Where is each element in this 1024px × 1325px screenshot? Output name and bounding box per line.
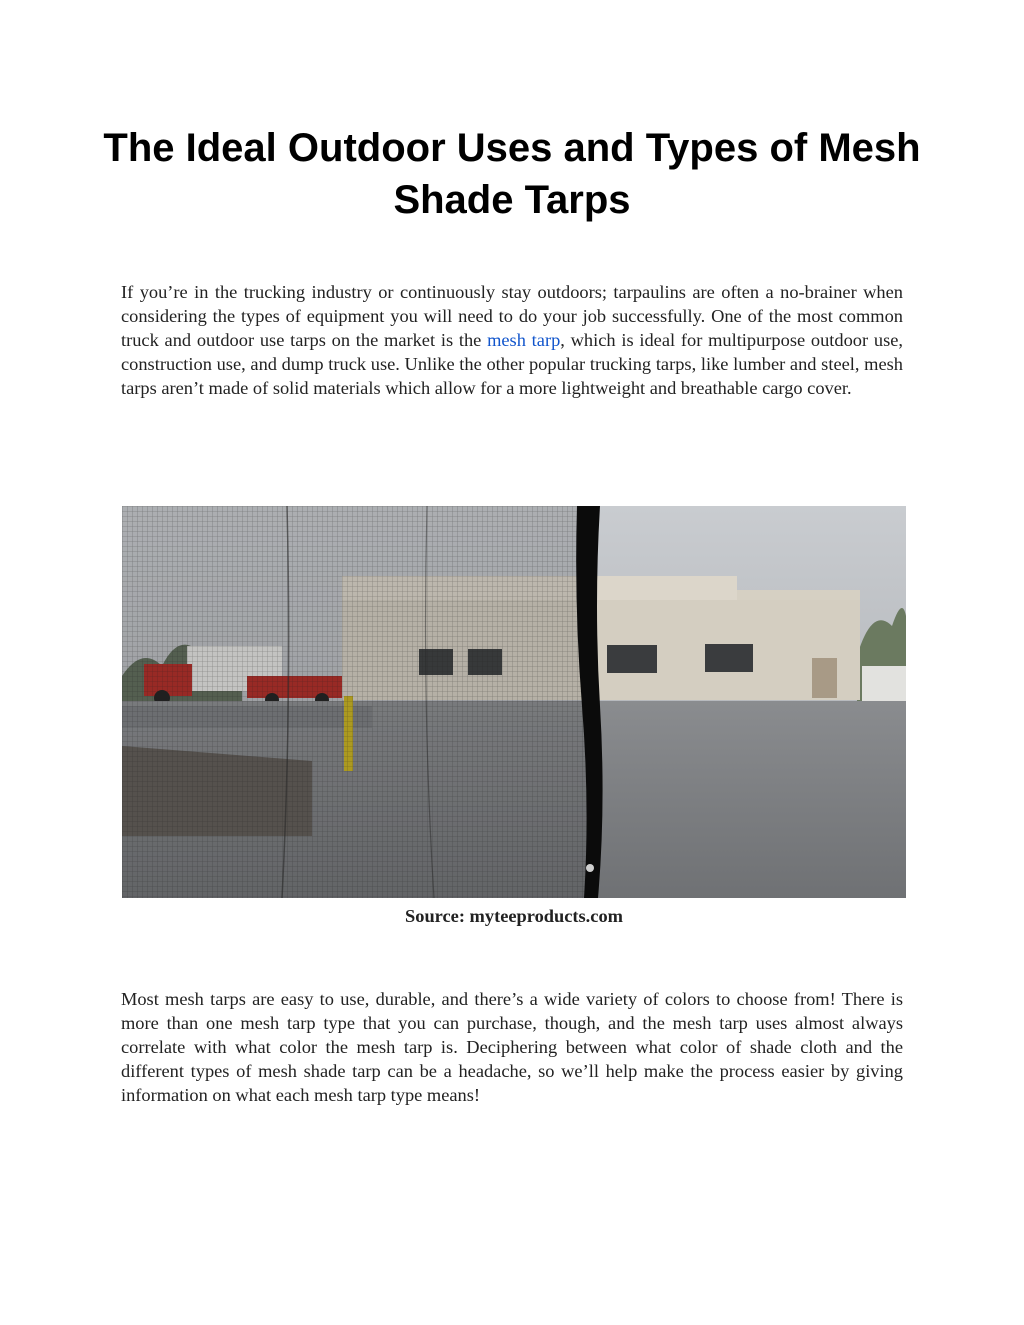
page-title: The Ideal Outdoor Uses and Types of Mesh Shade Tarps bbox=[103, 126, 921, 222]
image-caption: Source: myteeproducts.com bbox=[405, 906, 623, 926]
intro-paragraph bbox=[121, 280, 903, 400]
mesh-tarp-link[interactable]: mesh tarp bbox=[487, 330, 561, 350]
intro-text-before-link: If you’re in the trucking industry or continuously stay outdoors; tarpaulins are often a no-brainer when considering the types of equipment you will need to do your job successfully. One of the most common truck and outdoor use tarps on the market is the bbox=[121, 282, 903, 350]
intro-text-after-link: , which is ideal for multipurpose outdoor use, construction use, and dump truck use. Unlike the other popular trucking tarps, like lumber and steel, mesh tarps aren’t made of solid materials which allow for a more lightweight and breathable cargo cover. bbox=[121, 330, 903, 398]
mesh-tarp-photo bbox=[122, 506, 906, 898]
body-paragraph: Most mesh tarps are easy to use, durable, and there’s a wide variety of colors to choose from! There is more than one mesh tarp type that you can purchase, though, and the mesh tarp uses almost always correlate with what color the mesh tarp is. Deciphering between what color of shade cloth and the different types of mesh shade tarp can be a headache, so we’ll help make the process easier by giving information on what each mesh tarp type means! bbox=[121, 989, 903, 1105]
